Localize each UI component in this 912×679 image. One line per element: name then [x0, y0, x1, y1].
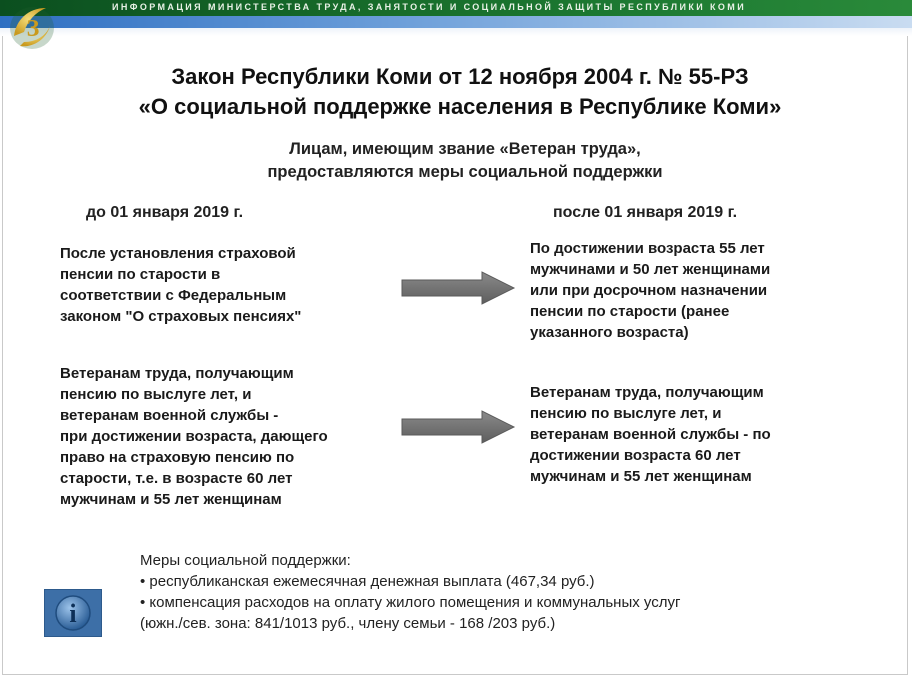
text-line: пенсию по выслуге лет, и [60, 386, 252, 403]
text-line: мужчинами и 50 лет женщинами [530, 261, 771, 278]
text-line: соответствии с Федеральным [60, 287, 287, 304]
info-icon-box [44, 589, 102, 637]
page-subtitle-line1: Лицам, имеющим звание «Ветеран труда», [289, 140, 641, 158]
support-measures-heading: Меры социальной поддержки: [140, 552, 351, 569]
text-line: мужчинам и 55 лет женщинам [60, 491, 282, 508]
page-subtitle-line2: предоставляются меры социальной поддержки [267, 163, 663, 181]
text-line: старости, т.е. в возрасте 60 лет [60, 470, 293, 487]
page-title-line2: «О социальной поддержке населения в Республике Коми» [138, 94, 782, 119]
page-title-line1: Закон Республики Коми от 12 ноября 2004 г. № 55-РЗ [171, 64, 749, 89]
text-line: при достижении возраста, дающего [60, 428, 328, 445]
text-line: мужчинам и 55 лет женщинам [530, 468, 752, 485]
row2-after-text [530, 382, 850, 487]
row2-before-text [60, 363, 390, 510]
page-title [60, 62, 860, 122]
column-header-after: после 01 января 2019 г. [553, 204, 738, 221]
text-line: После установления страховой [60, 245, 296, 262]
text-line: указанного возраста) [530, 324, 689, 341]
text-line: достижении возраста 60 лет [530, 447, 741, 464]
header-banner [0, 0, 912, 16]
text-line: Ветеранам труда, получающим [60, 365, 294, 382]
text-line: законом "О страховых пенсиях" [60, 308, 302, 325]
text-line: пенсии по старости в [60, 266, 221, 283]
text-line: или при досрочном назначении [530, 282, 768, 299]
row2-arrow-icon [400, 409, 516, 445]
header-banner-text: ИНФОРМАЦИЯ МИНИСТЕРСТВА ТРУДА, ЗАНЯТОСТИ И СОЦИАЛЬНОЙ ЗАЩИТЫ РЕСПУБЛИКИ КОМИ [112, 2, 747, 12]
page-subtitle [190, 138, 740, 184]
text-line: ветеранам военной службы - по [530, 426, 771, 443]
ministry-logo-icon [6, 2, 58, 52]
support-measure-item: • республиканская ежемесячная денежная выплата (467,34 руб.) [140, 573, 595, 590]
row1-after-text [530, 238, 840, 343]
logo-letter: З [26, 16, 40, 42]
info-icon [45, 590, 101, 636]
text-line: ветеранам военной службы - [60, 407, 279, 424]
row1-arrow-icon [400, 270, 516, 306]
text-line: пенсию по выслуге лет, и [530, 405, 722, 422]
header-stripe-white [0, 28, 912, 36]
support-measure-item: • компенсация расходов на оплату жилого помещения и коммунальных услуг [140, 594, 681, 611]
text-line: По достижении возраста 55 лет [530, 240, 765, 257]
column-header-before: до 01 января 2019 г. [86, 204, 244, 221]
row1-before-text [60, 243, 380, 327]
text-line: пенсии по старости (ранее [530, 303, 730, 320]
support-measure-item: (южн./сев. зона: 841/1013 руб., члену семьи - 168 /203 руб.) [140, 615, 556, 632]
text-line: право на страховую пенсию по [60, 449, 295, 466]
support-measures [140, 550, 840, 634]
text-line: Ветеранам труда, получающим [530, 384, 764, 401]
info-icon-glyph: i [69, 599, 77, 628]
header-stripe-blue [0, 16, 912, 28]
